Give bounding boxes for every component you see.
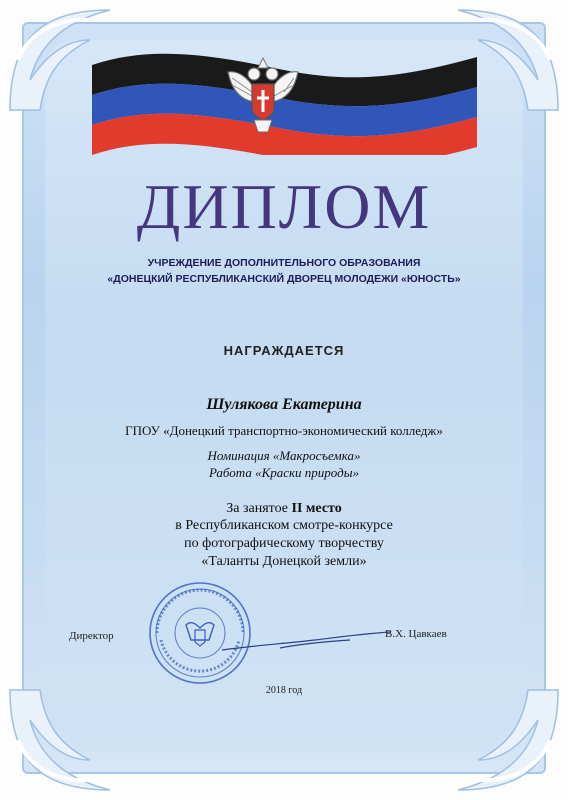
director-name: В.Х. Цавкаев bbox=[385, 628, 447, 640]
award-line-3: по фотографическому творчеству bbox=[184, 536, 384, 551]
work-title-text: Работа «Краски природы» bbox=[208, 465, 360, 480]
diploma-title: ДИПЛОМ bbox=[136, 171, 432, 242]
organization-line-2: «ДОНЕЦКИЙ РЕСПУБЛИКАНСКИЙ ДВОРЕЦ МОЛОДЕЖИ «ЮНОСТЬ» bbox=[107, 273, 461, 285]
award-prefix: За занятое bbox=[226, 501, 292, 516]
institution-name: ГПОУ «Донецкий транспортно-экономический колледж» bbox=[125, 423, 443, 438]
award-line-2: в Республиканском смотре-конкурсе bbox=[175, 518, 393, 533]
year-text: 2018 год bbox=[265, 685, 303, 696]
director-signature bbox=[220, 620, 395, 660]
organization-line-1: УЧРЕЖДЕНИЕ ДОПОЛНИТЕЛЬНОГО ОБРАЗОВАНИЯ bbox=[147, 257, 421, 269]
corner-ornament-bottom-right bbox=[448, 680, 568, 800]
director-label: Директор bbox=[69, 630, 114, 642]
award-place: II место bbox=[291, 501, 342, 516]
award-line-1 bbox=[0, 501, 568, 517]
nomination-text: Номинация «Макросъемка» bbox=[207, 448, 361, 463]
corner-ornament-bottom-left bbox=[0, 680, 120, 800]
eagle-emblem-icon bbox=[224, 52, 302, 136]
recipient-name: Шулякова Екатерина bbox=[206, 396, 362, 413]
award-line-4: «Таланты Донецкой земли» bbox=[201, 554, 367, 569]
awarded-heading: НАГРАЖДАЕТСЯ bbox=[223, 343, 345, 358]
